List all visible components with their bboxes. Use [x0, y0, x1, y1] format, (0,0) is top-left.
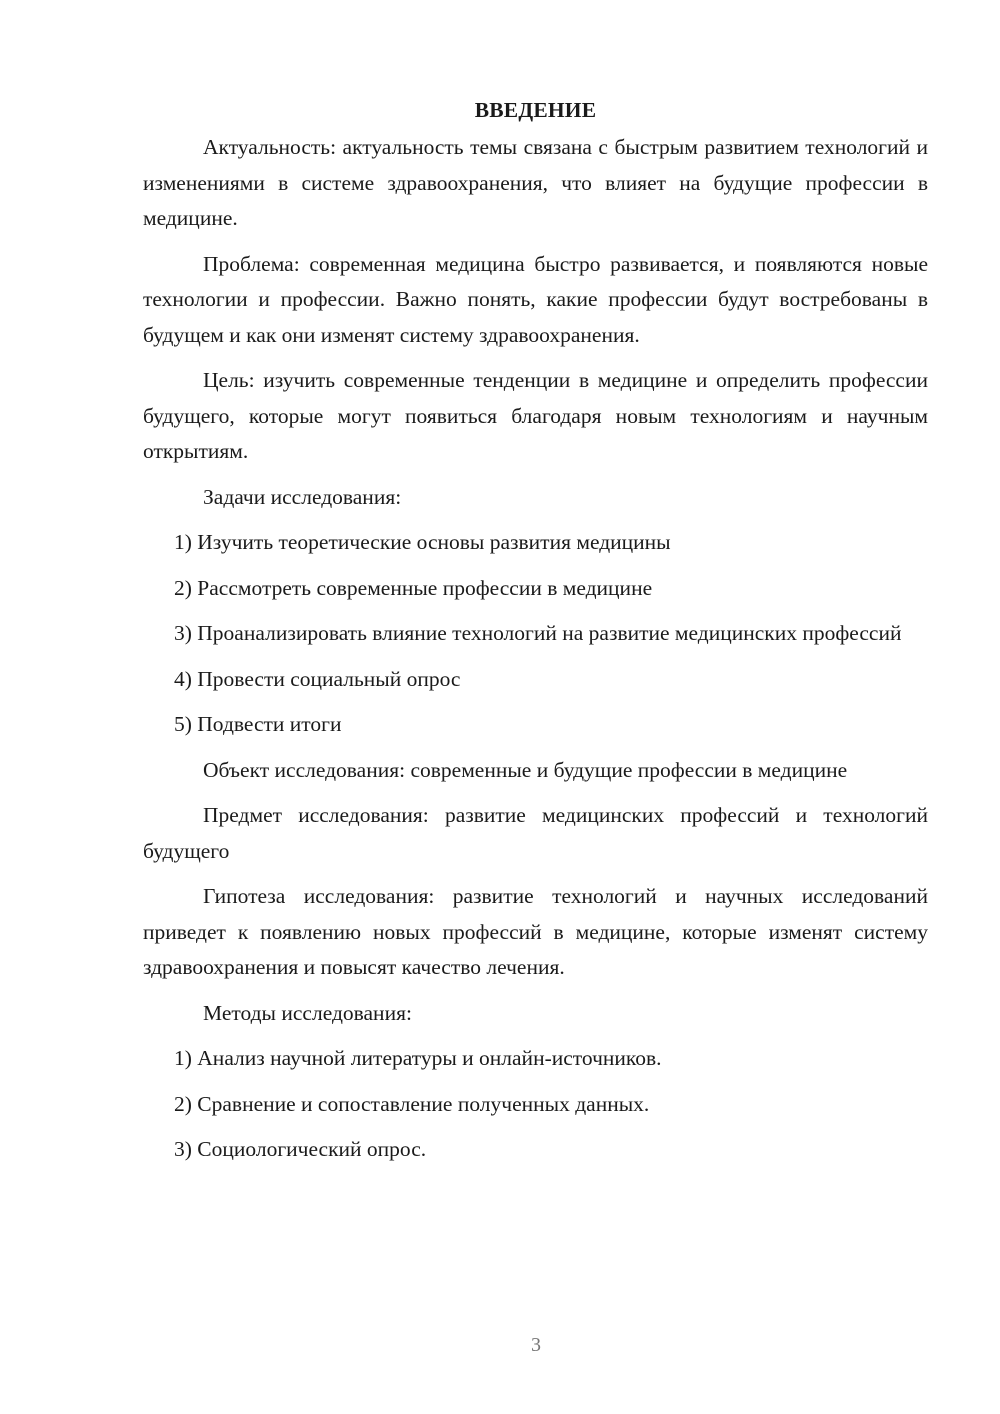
task-item-4: 4) Провести социальный опрос — [174, 666, 461, 691]
methods-heading: Методы исследования: — [203, 1000, 412, 1025]
goal-paragraph: Цель: изучить современные тенденции в медицине и определить профессии будущего, которые могут появиться благодаря новым технологиям и научным открытиям. — [143, 368, 928, 463]
document-page — [143, 92, 928, 1178]
subject-paragraph: Предмет исследования: развитие медицинских профессий и технологий будущего — [143, 803, 928, 863]
method-item-2: 2) Сравнение и сопоставление полученных данных. — [174, 1091, 650, 1116]
tasks-heading: Задачи исследования: — [203, 484, 402, 509]
problem-paragraph: Проблема: современная медицина быстро развивается, и появляются новые технологии и профессии. Важно понять, какие профессии будут востребованы в будущем и как они изменят систему здравоохранения. — [143, 251, 928, 347]
relevance-paragraph: Актуальность: актуальность темы связана с быстрым развитием технологий и изменениями в системе здравоохранения, что влияет на будущие профессии в медицине. — [143, 135, 928, 230]
method-item-3: 3) Социологический опрос. — [174, 1137, 427, 1161]
page-number: 3 — [531, 1334, 541, 1356]
method-item-1: 1) Анализ научной литературы и онлайн-источников. — [174, 1046, 662, 1070]
task-item-3: 3) Проанализировать влияние технологий на развитие медицинских профессий — [174, 621, 902, 645]
section-title: ВВЕДЕНИЕ — [474, 98, 597, 122]
hypothesis-paragraph: Гипотеза исследования: развитие технологий и научных исследований приведет к появлению новых профессий в медицине, которые изменят систему здравоохранения и повысят качество лечения. — [143, 884, 928, 979]
task-item-1: 1) Изучить теоретические основы развития медицины — [174, 530, 671, 554]
task-item-2: 2) Рассмотреть современные профессии в медицине — [174, 575, 653, 600]
task-item-5: 5) Подвести итоги — [174, 712, 342, 736]
object-paragraph: Объект исследования: современные и будущие профессии в медицине — [203, 757, 848, 782]
